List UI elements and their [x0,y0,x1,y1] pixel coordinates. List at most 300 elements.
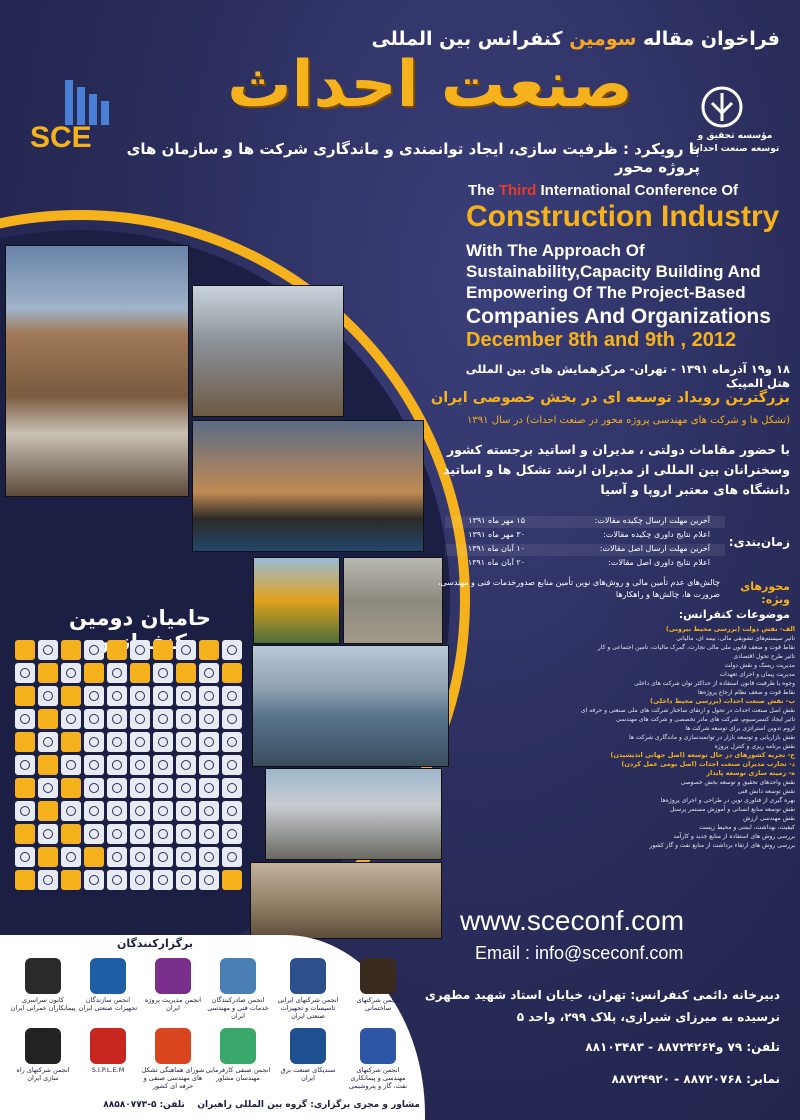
organizer-emblem-icon [90,1028,126,1064]
sponsor-logo [130,755,150,775]
sponsor-logo [176,640,196,660]
organizer-name: S.I.P.L.E.M [91,1066,125,1074]
sponsor-mark-icon [89,760,99,770]
organizer-emblem-icon [25,958,61,994]
english-title: Construction Industry [466,200,780,233]
grid-spacer [15,778,35,798]
organizer-logo [75,958,141,1012]
grid-spacer [38,709,58,729]
grid-spacer [15,640,35,660]
organizer-emblem-icon [360,958,396,994]
sponsor-mark-icon [43,691,53,701]
organizer-name: سندیکای صنعت برق ایران [280,1066,336,1082]
organizer-name: انجمن شرکتهای راه سازی ایران [16,1066,70,1082]
sponsor-logo [61,801,81,821]
sponsor-logo [61,847,81,867]
sponsor-mark-icon [66,760,76,770]
sponsor-logo [199,847,219,867]
sponsor-logo [153,732,173,752]
english-date: December 8th and 9th , 2012 [466,329,737,351]
sponsor-logo [38,778,58,798]
topic-item: وجوه یا ظرفیت قانون استفاده از حداکثر توان شرکت های داخلی [634,680,795,687]
approach-line-a: With The Approach Of [466,241,645,260]
persian-subtitle: با رویکرد : ظرفیت سازی، ایجاد توانمندی و ماندگاری شرکت ها و سازمان های پروژه محور [126,140,700,176]
organizer-name: انجمن صادرکنندگان خدمات فنی و مهندسی ایران [207,996,269,1020]
excavation-photo [343,557,443,644]
sponsor-logo [222,755,242,775]
grid-spacer [61,870,81,890]
sponsor-logo [222,801,242,821]
sponsor-mark-icon [89,691,99,701]
topic-item: بررسی روش های استفاده از منابع جدید و کارآمد [673,833,795,840]
sponsor-mark-icon [227,737,237,747]
organizer-logo [75,1028,141,1074]
sponsor-logo [107,755,127,775]
sponsor-logo [84,640,104,660]
organizer-name: انجمن شرکتهای ساختمانی [356,996,400,1012]
special-axes-text: چالش‌های عدم تأمین مالی و روش‌های نوین تأمین منابع صدورخدمات فنی و مهندسی، ضرورت ها، چالش‌ها و راهکارها [437,578,720,599]
sponsor-logo [176,686,196,706]
sponsor-logo [153,755,173,775]
sponsor-logo [153,709,173,729]
sponsor-mark-icon [158,875,168,885]
sponsor-logo [199,686,219,706]
sponsor-logo [199,663,219,683]
topic-heading: الف- نقش دولت (بررسی محیط بیرونی) [665,625,795,633]
sponsor-mark-icon [158,852,168,862]
organizer-emblem-icon [220,958,256,994]
topic-heading: ب- نقش صنعت احداث (بررسی محیط داخلی) [650,697,795,705]
sponsor-mark-icon [135,645,145,655]
organizer-footer-text: مشاور و مجری برگزاری: گروه بین المللی راهبران [197,1100,420,1110]
sponsor-logo [107,847,127,867]
sponsor-logo [84,732,104,752]
sponsor-mark-icon [66,668,76,678]
english-companies: Companies And Organizations [466,305,771,328]
sponsor-mark-icon [43,875,53,885]
grid-spacer [15,870,35,890]
topic-item: نقش توسعه منابع انسانی و آموزش مستمر پرسنل [669,806,795,813]
sponsor-logo [199,709,219,729]
organizer-name: شورای هماهنگی تشکل های مهندسی صنفی و حرفه ای کشور [141,1066,205,1090]
grid-spacer [38,755,58,775]
sponsor-mark-icon [135,852,145,862]
largest-event-line: بزرگترین رویداد توسعه ای در بخش خصوصی ایران [430,390,790,406]
sponsor-logo [61,755,81,775]
call-for-papers [330,28,780,50]
sponsor-mark-icon [89,875,99,885]
sponsor-logo [222,709,242,729]
sponsor-mark-icon [89,806,99,816]
sponsor-logo [199,801,219,821]
sponsor-mark-icon [181,737,191,747]
third-highlight: Third [498,182,537,199]
sponsor-mark-icon [204,737,214,747]
sponsor-logo [107,686,127,706]
topics-list [455,625,795,925]
sponsor-mark-icon [204,852,214,862]
organizer-name: انجمن سازندگان تجهیزات صنعتی ایران [78,996,138,1012]
sponsor-logo [107,732,127,752]
refinery-photo [265,768,442,860]
sponsor-mark-icon [112,714,122,724]
sponsor-mark-icon [204,875,214,885]
sponsor-mark-icon [135,783,145,793]
sponsor-logo [176,709,196,729]
organizer-logo [205,958,271,1020]
sponsor-logo [199,778,219,798]
sponsor-logo [153,778,173,798]
earthworks-photo [250,862,442,939]
grid-spacer [15,686,35,706]
schedule-row: آخرین مهلت ارسال اصل مقالات: ۱۰ آبان ماه ۱۳۹۱ [467,544,710,553]
sponsor-mark-icon [204,668,214,678]
sponsor-logo [38,732,58,752]
sponsor-logo [84,686,104,706]
sponsor-mark-icon [135,714,145,724]
topic-item: مدیریت پیمان و اجرای تعهدات [719,671,795,678]
sponsor-mark-icon [20,668,30,678]
sponsor-mark-icon [181,806,191,816]
sponsor-mark-icon [89,783,99,793]
sponsor-mark-icon [135,806,145,816]
grid-spacer [61,640,81,660]
sponsor-logo [130,801,150,821]
sponsor-mark-icon [43,829,53,839]
organizer-logo [140,1028,206,1090]
sponsor-logo [199,755,219,775]
organizer-name: کانون سراسری پیمانکاران عمرانی ایران [10,996,76,1012]
organizer-logo [10,1028,76,1082]
special-axes-label: محورهای ویژه: [740,580,790,606]
topic-item: بررسی روش های ارتقاء برداشت از منابع نفت و گاز کشور [649,842,795,849]
topic-item: نقاط قوت و ضعف نظام ارجاع پروژه‌ها [698,689,795,696]
sponsor-mark-icon [112,806,122,816]
sponsor-logo [38,824,58,844]
sponsor-logo [107,663,127,683]
sponsor-logo [84,870,104,890]
call-suffix: کنفرانس بین المللی [371,28,570,50]
sponsor-logo [84,824,104,844]
event-scope-line: (تشکل ها و شرکت های مهندسی پروژه محور در صنعت احداث) در سال ۱۳۹۱ [467,415,790,426]
construction-site-photo [192,285,344,417]
participants-paragraph: با حضور مقامات دولتی ، مدیران و اساتید برجسته کشور وسخنرانان بین المللی از مدیران ارشد تشکل ها و اساتید دانشگاه های معتبر اروپا و آسیا [443,442,790,497]
organizers-footer [20,1100,420,1110]
grid-spacer [222,870,242,890]
fax-numbers: نمابر: ۸۸۷۲۰۷۶۸ - ۸۸۷۲۴۹۲۰ [611,1072,780,1086]
schedule-label: زمان‌بندی: [728,535,790,549]
sponsor-mark-icon [43,645,53,655]
organizer-emblem-icon [90,958,126,994]
schedule-row: آخرین مهلت ارسال چکیده مقالات: ۱۵ مهر ماه ۱۳۹۱ [468,516,710,525]
venue-line: ۱۸ و۱۹ آذرماه ۱۳۹۱ - تهران- مرکزهمایش های بین المللی هتل المپیک [465,362,790,390]
sponsor-logo [176,847,196,867]
sponsor-logo [199,824,219,844]
organizer-emblem-icon [290,958,326,994]
sponsor-logo [84,709,104,729]
sponsor-mark-icon [204,714,214,724]
sponsor-mark-icon [135,691,145,701]
grid-spacer [222,663,242,683]
sponsor-mark-icon [43,783,53,793]
organizer-name: انجمن شرکتهای مهندسی و پیمانکاری نفت، گاز و پتروشیمی [348,1066,408,1090]
topic-item: لزوم تدوین استراتژی برای توسعه شرکت ها [685,725,795,732]
sponsor-mark-icon [204,806,214,816]
sponsor-logo [38,640,58,660]
sponsor-logo [61,709,81,729]
approach-line-b: Sustainability,Capacity Building And [466,262,761,281]
sponsor-logo [107,801,127,821]
organizer-emblem-icon [155,958,191,994]
sponsor-mark-icon [181,645,191,655]
website-url[interactable]: www.sceconf.com [460,905,685,936]
sponsor-mark-icon [158,668,168,678]
sponsor-mark-icon [112,668,122,678]
organizer-emblem-icon [360,1028,396,1064]
topic-heading: ج- تجربه کشورهای در حال توسعه (اصل جهانی اندیشیدن) [610,751,795,759]
sponsor-mark-icon [204,829,214,839]
grid-spacer [84,663,104,683]
sponsor-logo [222,686,242,706]
sponsor-logo [176,824,196,844]
grid-spacer [199,640,219,660]
sponsor-mark-icon [89,645,99,655]
sponsor-mark-icon [181,760,191,770]
sponsor-logo [222,640,242,660]
organizer-logo [345,1028,411,1090]
sponsor-mark-icon [20,806,30,816]
sponsor-mark-icon [227,783,237,793]
sponsor-mark-icon [227,829,237,839]
sponsor-mark-icon [43,737,53,747]
sponsor-mark-icon [204,691,214,701]
sponsor-mark-icon [181,783,191,793]
topic-heading: ه- زمینه سازی توسعه پایدار [706,769,795,777]
address-line-2: نرسیده به میرزای شیرازی، پلاک ۲۹۹، واحد ۵ [516,1010,780,1024]
english-line-1: The Third International Conference Of [468,182,739,199]
organizer-footer-tel: تلفن: ۵-۸۸۵۸۰۷۷۳ [103,1100,185,1110]
sponsor-logo [107,709,127,729]
sponsor-mark-icon [112,737,122,747]
sponsor-mark-icon [66,714,76,724]
sponsor-mark-icon [227,852,237,862]
sponsor-logo [153,824,173,844]
address-line-1: دبیرخانه دائمی کنفرانس: تهران، خیابان استاد شهید مطهری [424,988,780,1002]
sponsor-mark-icon [158,783,168,793]
port-photo [252,645,449,767]
topic-item: نقش توسعه دانش فنی [737,788,795,795]
sponsor-logo [84,801,104,821]
grid-spacer [61,778,81,798]
sponsor-logo [107,870,127,890]
sponsor-mark-icon [66,852,76,862]
sponsor-mark-icon [135,760,145,770]
sponsor-logo [130,870,150,890]
topic-item: نقاط قوت و ضعف قانون ملی مالی تجارت، گمرک مالیات، تامین اجتماعی و کار [597,644,795,651]
sponsor-mark-icon [158,691,168,701]
sponsor-logo [222,847,242,867]
sponsor-logo [153,686,173,706]
sponsor-mark-icon [112,783,122,793]
sponsor-logo [84,755,104,775]
bridge-photo [253,557,340,644]
sponsor-mark-icon [112,875,122,885]
topic-item: تاثیر ایجاد کنسرسیوم، شرکت های مادر تخصصی و شرکت های مهندسی [616,716,795,723]
sponsor-logo [130,686,150,706]
sponsor-logo [107,778,127,798]
sponsor-mark-icon [181,714,191,724]
sponsor-mark-icon [158,714,168,724]
sponsor-logo [61,663,81,683]
sponsor-mark-icon [227,691,237,701]
sponsor-logo [107,824,127,844]
sponsor-mark-icon [181,829,191,839]
organizer-logo [10,958,76,1012]
sponsor-logo [153,663,173,683]
organizer-name: انجمن مدیریت پروژه ایران [144,996,202,1012]
organizer-emblem-icon [290,1028,326,1064]
sponsor-logo [176,755,196,775]
sponsor-logo [15,663,35,683]
sponsor-mark-icon [158,806,168,816]
sponsor-mark-icon [181,875,191,885]
grid-spacer [153,640,173,660]
sponsor-logo [176,870,196,890]
organizer-logo [140,958,206,1012]
sponsor-logo [130,732,150,752]
sponsor-logo [15,709,35,729]
phone-numbers: تلفن: ۷۹ و۸۸۷۲۴۲۶۴ - ۸۸۱۰۳۴۸۳ [585,1040,780,1054]
sponsor-logo [130,824,150,844]
persian-title: صنعت احداث [227,48,633,122]
sponsor-mark-icon [89,829,99,839]
sponsor-logo [130,709,150,729]
organizer-logo [275,1028,341,1082]
topic-item: بهره گیری از فناوری نوین در طراحی و اجرای پروژه‌ها [660,797,795,804]
sponsor-mark-icon [112,760,122,770]
sponsor-logo [130,778,150,798]
sponsor-logo [153,801,173,821]
sce-logo-text: SCE [30,121,92,154]
approach-line-c: Empowering Of The Project-Based [466,283,746,302]
organizer-emblem-icon [25,1028,61,1064]
sponsor-mark-icon [89,714,99,724]
sponsor-mark-icon [204,760,214,770]
sponsor-logo [38,870,58,890]
sponsor-mark-icon [135,737,145,747]
sponsor-logo [199,732,219,752]
sponsor-logo [84,778,104,798]
call-ordinal: سومین [569,28,637,50]
topic-item: مدیریت ریسک و نقش دولت [724,662,795,669]
organizer-name: انجمن شرکتهای ایرانی تاسیسات و تجهیزات صنعتی ایران [277,996,339,1020]
grid-spacer [61,732,81,752]
sce-logo [20,75,130,155]
sponsor-mark-icon [112,852,122,862]
topic-item: نقش برنامه ریزی و کنترل پروژه [714,743,795,750]
organizers-heading: برگزارکنندگان [117,937,193,950]
topic-item: نقش بازاریابی و توسعه بازار در توانمندسازی و ماندگاری شرکت ها [629,734,795,741]
english-approach [466,240,796,303]
sponsor-mark-icon [204,783,214,793]
grid-spacer [61,686,81,706]
sponsor-logo [15,847,35,867]
sponsor-mark-icon [66,806,76,816]
dam-photo [5,245,189,497]
topic-item: تاثیر طرح تحول اقتصادی [733,653,795,660]
sponsor-logo [222,824,242,844]
organizer-name: انجمن صنفی کارفرمایی مهندسان مشاور [205,1066,271,1082]
sponsor-mark-icon [135,875,145,885]
grid-spacer [176,663,196,683]
topic-item: کیفیت، بهداشت، ایمنی و محیط زیست [699,824,795,831]
sponsor-logo [222,732,242,752]
sponsor-logo [130,640,150,660]
institute-name: مؤسسه تحقیق و توسعه صنعت احداث [690,131,780,154]
sponsor-mark-icon [227,760,237,770]
sponsor-logo [153,870,173,890]
sponsors-title: حامیان دومین [68,606,212,630]
sponsor-mark-icon [135,829,145,839]
schedule-row: اعلام نتایج داوری چکیده مقالات: ۳۰ مهر ماه ۱۳۹۱ [468,530,710,539]
sponsor-mark-icon [112,829,122,839]
sponsor-logo [222,778,242,798]
sponsor-mark-icon [158,760,168,770]
sponsor-logo [176,801,196,821]
organizer-logo [205,1028,271,1082]
sponsor-mark-icon [20,852,30,862]
organizer-emblem-icon [155,1028,191,1064]
sponsor-mark-icon [181,691,191,701]
grid-spacer [38,801,58,821]
sponsor-mark-icon [20,714,30,724]
call-prefix: فراخوان مقاله [636,28,780,50]
grid-spacer [61,824,81,844]
sponsor-logo [199,870,219,890]
sponsor-mark-icon [20,760,30,770]
organizer-logo [275,958,341,1020]
sponsor-logo [15,755,35,775]
institute-logo [700,85,770,133]
schedule-row: اعلام نتایج داوری اصل مقالات: ۲۰ آبان ماه ۱۳۹۱ [467,558,710,567]
grid-spacer [84,847,104,867]
organizer-logo [345,958,411,1012]
grid-spacer [107,640,127,660]
sponsor-mark-icon [89,737,99,747]
sponsor-logo [130,847,150,867]
grid-spacer [130,663,150,683]
sponsor-logo [176,732,196,752]
sponsor-mark-icon [158,829,168,839]
sponsor-logo-grid [15,640,245,890]
topic-item: نقش اصل صنعت احداث در تحول و ارتقای ساختار شرکت های ملی صنعتی و حرفه ای [580,707,795,714]
topic-item: تاثیر سیستم‌های تشویقی مالی، بیمه ای، مالیاتی [676,635,795,642]
sponsor-mark-icon [227,645,237,655]
sponsor-mark-icon [181,852,191,862]
topic-item: نقش واحدهای تحقیق و توسعه بخش خصوصی [680,779,795,786]
topic-heading: د- تجارب مدیران صنعت احداث (اصل بومی عمل کردن) [621,760,795,768]
sponsor-logo [176,778,196,798]
email-address[interactable]: Email : info@sceconf.com [475,943,684,963]
topics-label: موضوعات کنفرانس: [678,608,790,621]
sponsor-logo [38,686,58,706]
sponsor-mark-icon [227,714,237,724]
sponsor-mark-icon [227,806,237,816]
sponsor-mark-icon [112,691,122,701]
grid-spacer [15,732,35,752]
grid-spacer [38,847,58,867]
sponsor-mark-icon [158,737,168,747]
